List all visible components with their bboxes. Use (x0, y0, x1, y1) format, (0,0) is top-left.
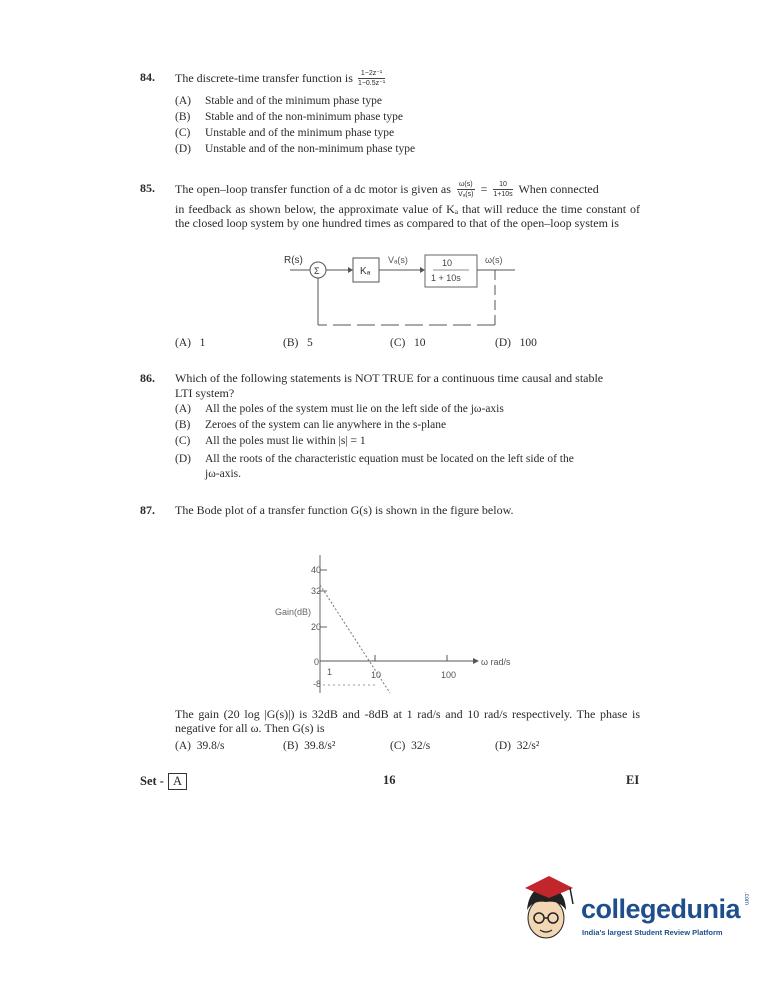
collegedunia-logo[interactable] (515, 870, 755, 950)
q85-line1-text: The open–loop transfer function of a dc motor is given as (175, 181, 451, 196)
q84-transfer-function (358, 70, 385, 88)
q86-line2: LTI system? (175, 386, 235, 400)
q86-option-c: (C) All the poles must lie within |s| = 1 (175, 435, 366, 447)
q85-body: in feedback as shown below, the approximate value of Kₐ that will reduce the time constant of the closed loop system by one hundred times as compared to that of the open–loop system is (175, 202, 640, 230)
q84-tf-numerator: 1−2z⁻¹ (358, 70, 385, 79)
logo-brand: collegedunia (581, 894, 741, 924)
mascot-icon (515, 870, 577, 950)
bode-xtick-100: 100 (441, 670, 457, 680)
diagram-input-label: R(s) (284, 255, 303, 266)
q85-answer-c: (C) 10 (390, 337, 426, 349)
diagram-gain-label: Kₐ (360, 266, 371, 277)
q87-answer-d: (D) 32/s² (495, 740, 540, 752)
bode-xlabel: ω rad/s (481, 657, 511, 667)
q86-number: 86. (140, 371, 155, 385)
q87-stem: The Bode plot of a transfer function G(s) is shown in the figure below. (175, 503, 514, 517)
q84-stem-text: The discrete-time transfer function is (175, 70, 353, 85)
bode-ylabel: Gain(dB) (275, 607, 312, 617)
diagram-va-label: Vₐ(s) (388, 255, 408, 265)
q85-block-diagram (270, 250, 530, 335)
diagram-plant-den: 1 + 10s (431, 273, 461, 283)
q87-para: The gain (20 log |G(s)|) is 32dB and -8dB at 1 rad/s and 10 rad/s respectively. The phase is negative for all ω. Then G(s) is (175, 707, 640, 735)
q85-fraction-2: $\frac{10}{1+10s}$ (493, 181, 513, 198)
q86-option-d-continued: jω-axis. (205, 468, 241, 480)
bode-ytick-minus8: -8 (313, 679, 322, 689)
footer-set (140, 773, 187, 790)
diagram-output-label: ω(s) (485, 255, 503, 265)
q85-answer-a: (A) 1 (175, 337, 206, 349)
q85-number: 85. (140, 181, 155, 195)
bode-ytick-0: 0 (314, 657, 320, 667)
logo-suffix: .com (743, 892, 749, 906)
q84-option-c: (C) Unstable and of the minimum phase type (175, 127, 395, 139)
q84-option-a: (A) Stable and of the minimum phase type (175, 95, 382, 107)
q84-tf-denominator: 1−0.5z⁻¹ (357, 80, 386, 87)
diagram-summer-label: Σ (314, 266, 320, 276)
bode-ytick-20: 20 (311, 622, 322, 632)
q86-option-d: (D) All the roots of the characteristic equation must be located on the left side of the (175, 453, 574, 465)
q85-answer-d: (D) 100 (495, 337, 537, 349)
q85-answer-b: (B) 5 (283, 337, 313, 349)
q85-line1 (175, 181, 640, 199)
q87-answer-a: (A) 39.8/s (175, 740, 225, 752)
footer-page-number: 16 (383, 773, 396, 787)
q87-bode-plot (265, 545, 535, 705)
footer-set-label: Set - (140, 774, 164, 788)
q85-when-text: When connected (518, 181, 599, 196)
q86-option-a: (A) All the poles of the system must lie on the left side of the jω-axis (175, 403, 504, 415)
bode-xtick-1: 1 (327, 667, 333, 677)
bode-xtick-10: 10 (371, 670, 382, 680)
q84-option-b: (B) Stable and of the non-minimum phase type (175, 111, 404, 123)
bode-ytick-40: 40 (311, 565, 322, 575)
bode-ytick-32: 32 (311, 586, 322, 596)
q84-option-d: (D) Unstable and of the non-minimum phase type (175, 143, 416, 155)
footer-set-value: A (168, 773, 187, 790)
logo-tagline: India's largest Student Review Platform (582, 928, 723, 937)
q87-answer-c: (C) 32/s (390, 740, 431, 752)
q87-answer-b: (B) 39.8/s² (283, 740, 336, 752)
q84-number: 84. (140, 70, 155, 84)
q86-line1: Which of the following statements is NOT TRUE for a continuous time causal and stable (175, 371, 604, 385)
q85-fraction-1: $\frac{\omega(s)}{\text{Vₐ(s)}}$ (458, 181, 474, 198)
q84-stem (175, 70, 385, 88)
q86-option-b: (B) Zeroes of the system can lie anywhere in the s-plane (175, 419, 447, 431)
q85-equals: = (480, 181, 488, 196)
footer-code: EI (626, 773, 640, 787)
diagram-plant-num: 10 (442, 258, 453, 268)
q87-number: 87. (140, 503, 155, 517)
